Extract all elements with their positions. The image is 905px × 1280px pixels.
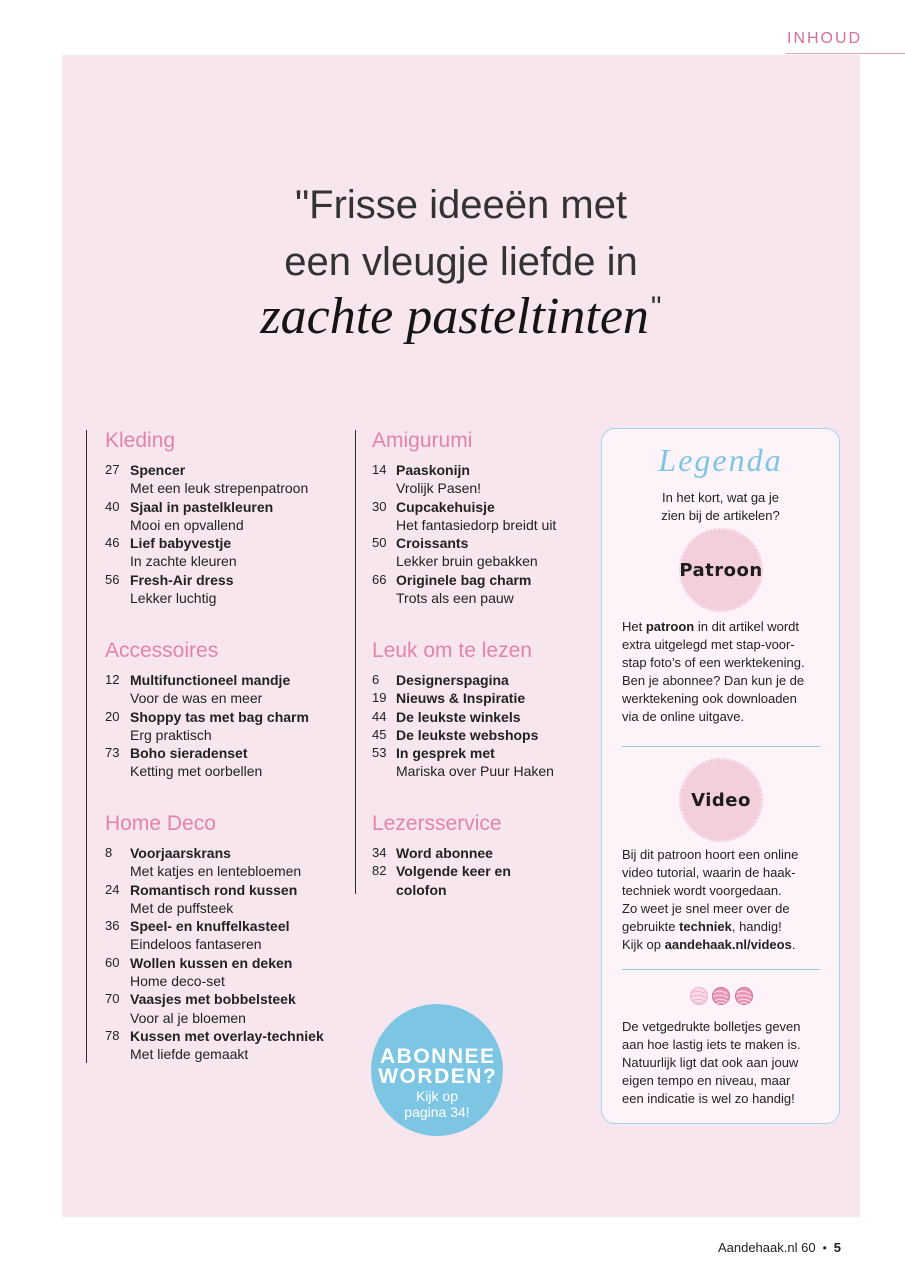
text-line: via de online uitgave. bbox=[622, 709, 745, 724]
toc-item-title: Cupcakehuisje bbox=[396, 498, 495, 515]
toc-section-kleding bbox=[105, 428, 308, 607]
toc-item-text bbox=[130, 954, 292, 991]
text-segment: , handig! bbox=[731, 919, 782, 934]
bold-term: aandehaak.nl/videos bbox=[664, 937, 792, 952]
toc-page-number: 40 bbox=[105, 498, 120, 514]
text-line: extra uitgelegd met stap-voor- bbox=[622, 637, 795, 652]
toc-page-number: 6 bbox=[372, 672, 380, 687]
toc-item-subtitle: Home deco-set bbox=[130, 973, 225, 990]
toc-item-title: Shoppy tas met bag charm bbox=[130, 708, 309, 725]
text-line: Bij dit patroon hoort een online bbox=[622, 847, 799, 862]
text-line: eigen tempo en niveau, maar bbox=[622, 1073, 791, 1088]
toc-item-text bbox=[396, 571, 531, 608]
toc-page-number: 78 bbox=[105, 1027, 120, 1043]
toc-item-subtitle: Voor de was en meer bbox=[130, 690, 263, 707]
toc-section-leuk-om-te-lezen bbox=[372, 638, 554, 781]
text-line bbox=[622, 936, 798, 954]
toc-page-number: 46 bbox=[105, 535, 120, 551]
toc-page-number: 82 bbox=[372, 863, 387, 879]
column-rule-middle bbox=[355, 430, 356, 894]
toc-item-title: Croissants bbox=[396, 535, 469, 552]
subscribe-badge-line-3: Kijk op bbox=[415, 1088, 459, 1104]
toc-item-text bbox=[130, 498, 273, 535]
toc-item-subtitle: Lekker luchtig bbox=[130, 590, 217, 607]
toc-section-home-deco bbox=[105, 811, 324, 1064]
toc-item-subtitle: Ketting met oorbellen bbox=[130, 763, 263, 780]
toc-item-text bbox=[130, 708, 309, 745]
toc-item-subtitle: Met katjes en lentebloemen bbox=[130, 863, 302, 880]
text-line: Zo weet je snel meer over de bbox=[622, 901, 790, 916]
toc-item-text bbox=[130, 881, 297, 918]
toc-page-number: 30 bbox=[372, 498, 387, 514]
quote-line-1: "Frisse ideeën met bbox=[294, 183, 628, 227]
toc-item bbox=[105, 708, 309, 745]
toc-item-subtitle: Vrolijk Pasen! bbox=[396, 480, 482, 497]
toc-section-heading: Amigurumi bbox=[372, 429, 473, 452]
toc-item-title: Speel- en knuffelkasteel bbox=[130, 918, 290, 935]
toc-item bbox=[372, 534, 556, 571]
text-segment: Kijk op bbox=[622, 937, 665, 952]
toc-item-subtitle: Het fantasiedorp breidt uit bbox=[396, 516, 557, 533]
toc-item-title: Wollen kussen en deken bbox=[130, 954, 293, 971]
toc-item-title: In gesprek met bbox=[396, 745, 495, 762]
toc-page-number: 8 bbox=[105, 845, 113, 860]
text-line: video tutorial, waarin de haak- bbox=[622, 865, 796, 880]
toc-item-subtitle: Trots als een pauw bbox=[396, 590, 514, 607]
legend-intro bbox=[602, 489, 839, 525]
text-line: een indicatie is wel zo handig! bbox=[622, 1091, 795, 1106]
toc-item-title: Originele bag charm bbox=[396, 571, 532, 588]
toc-item bbox=[372, 726, 554, 744]
subscribe-badge-line-2: WORDEN? bbox=[378, 1065, 498, 1088]
toc-item bbox=[105, 990, 324, 1027]
legend-title: Legenda bbox=[658, 442, 783, 478]
toc-item-subtitle: Met een leuk strepenpatroon bbox=[130, 480, 309, 497]
toc-item-text bbox=[396, 708, 521, 726]
toc-page-number: 50 bbox=[372, 535, 387, 551]
toc-item-title: Boho sieradenset bbox=[130, 745, 248, 762]
toc-item-text bbox=[396, 744, 554, 781]
legend-divider bbox=[622, 746, 820, 747]
toc-item bbox=[105, 881, 324, 918]
text-line: Ben je abonnee? Dan kun je de bbox=[622, 673, 805, 688]
toc-item-text bbox=[396, 534, 538, 571]
toc-page-number: 53 bbox=[372, 745, 387, 761]
text-line bbox=[622, 618, 805, 636]
toc-item-text bbox=[130, 671, 290, 708]
toc-item-subtitle: Lekker bruin gebakken bbox=[396, 553, 538, 570]
toc-item-title: Vaasjes met bobbelsteek bbox=[130, 991, 296, 1008]
toc-item-text bbox=[396, 844, 493, 862]
yarn-ball-dark-icon bbox=[713, 988, 730, 1005]
toc-item-title: Sjaal in pastelkleuren bbox=[130, 498, 274, 515]
toc-item bbox=[105, 917, 324, 954]
toc-item bbox=[105, 844, 324, 881]
toc-item-text bbox=[130, 990, 296, 1027]
difficulty-yarn-icons bbox=[689, 986, 755, 1006]
toc-item bbox=[372, 862, 511, 899]
toc-item bbox=[105, 498, 308, 535]
toc-item-title: Fresh-Air dress bbox=[130, 571, 234, 588]
toc-item bbox=[105, 671, 309, 708]
toc-page-number: 20 bbox=[105, 708, 120, 724]
toc-item bbox=[372, 689, 554, 707]
subscribe-badge-line-4: pagina 34! bbox=[404, 1104, 470, 1120]
toc-item bbox=[105, 954, 324, 991]
toc-section-heading: Home Deco bbox=[105, 812, 216, 835]
toc-item-text bbox=[396, 726, 538, 744]
toc-item-title: Paaskonijn bbox=[396, 462, 470, 478]
toc-item-text bbox=[130, 534, 237, 571]
text-line: aan hoe lastig iets te maken is. bbox=[622, 1037, 801, 1052]
text-line bbox=[622, 918, 798, 936]
quote-script-text: zachte pasteltinten bbox=[260, 288, 649, 345]
subscribe-badge-line-1: ABONNEE bbox=[379, 1045, 496, 1068]
page-footer bbox=[718, 1239, 841, 1257]
subscribe-badge bbox=[371, 1004, 503, 1136]
quote-close-mark: " bbox=[650, 291, 662, 324]
toc-item-title: Designerspagina bbox=[396, 672, 509, 688]
toc-page-number: 66 bbox=[372, 571, 387, 587]
toc-item-subtitle: Eindeloos fantaseren bbox=[130, 936, 262, 953]
yarn-ball-light-icon bbox=[691, 988, 708, 1005]
toc-page-number: 45 bbox=[372, 726, 387, 742]
toc-item-subtitle: Met liefde gemaakt bbox=[130, 1046, 249, 1063]
text-segment: in dit artikel wordt bbox=[694, 619, 799, 634]
toc-section-heading: Kleding bbox=[105, 429, 176, 452]
toc-page-number: 73 bbox=[105, 745, 120, 761]
toc-page-number: 60 bbox=[105, 954, 120, 970]
toc-item-title: Volgende keer en bbox=[396, 863, 511, 880]
toc-item-subtitle: Mariska over Puur Haken bbox=[396, 763, 554, 780]
toc-item-text bbox=[130, 917, 290, 954]
toc-section-amigurumi bbox=[372, 428, 556, 607]
video-badge: Video bbox=[679, 758, 763, 842]
toc-item bbox=[372, 708, 554, 726]
toc-item bbox=[372, 571, 556, 608]
patroon-description bbox=[622, 618, 805, 726]
toc-item bbox=[372, 461, 556, 498]
quote-line-3 bbox=[62, 287, 860, 359]
section-label: INHOUD bbox=[787, 30, 863, 47]
text-line: Natuurlijk ligt dat ook aan jouw bbox=[622, 1055, 799, 1070]
text-line: In het kort, wat ga je bbox=[661, 490, 780, 505]
toc-section-heading: Lezersservice bbox=[372, 812, 502, 835]
patroon-badge: Patroon bbox=[679, 528, 763, 612]
toc-item-text bbox=[130, 1027, 324, 1064]
toc-item-title-continued: colofon bbox=[396, 881, 447, 898]
toc-item-text bbox=[396, 862, 511, 899]
toc-section-lezersservice bbox=[372, 811, 511, 899]
video-description bbox=[622, 846, 798, 954]
toc-section-accessoires bbox=[105, 638, 309, 781]
toc-item-title: Nieuws & Inspiratie bbox=[396, 690, 526, 707]
toc-section-heading: Accessoires bbox=[105, 639, 219, 662]
toc-item-subtitle: Mooi en opvallend bbox=[130, 516, 244, 533]
toc-item-title: De leukste winkels bbox=[396, 708, 521, 725]
toc-item-title: Lief babyvestje bbox=[130, 535, 232, 552]
toc-item-text bbox=[396, 689, 525, 707]
page-number: 5 bbox=[833, 1240, 841, 1255]
toc-page-number: 70 bbox=[105, 991, 120, 1007]
text-line: zien bij de artikelen? bbox=[661, 508, 780, 523]
toc-page-number: 24 bbox=[105, 881, 120, 897]
text-line: stap foto’s of een werktekening. bbox=[622, 655, 805, 670]
toc-item-title: Voorjaarskrans bbox=[130, 845, 231, 861]
bold-term: patroon bbox=[645, 619, 695, 634]
toc-page-number: 44 bbox=[372, 708, 387, 724]
toc-item-title: Word abonnee bbox=[396, 845, 493, 861]
text-line: De vetgedrukte bolletjes geven bbox=[622, 1019, 801, 1034]
toc-page-number: 19 bbox=[372, 690, 387, 706]
toc-page-number: 56 bbox=[105, 571, 120, 587]
toc-item-text bbox=[396, 498, 556, 535]
legend-box bbox=[601, 428, 840, 1124]
toc-item-text bbox=[396, 461, 481, 498]
toc-item-subtitle: Met de puffsteek bbox=[130, 899, 234, 916]
toc-item bbox=[372, 844, 511, 862]
toc-item bbox=[105, 744, 309, 781]
yarn-ball-dark-icon bbox=[736, 988, 753, 1005]
toc-page-number: 12 bbox=[105, 672, 120, 687]
toc-item-text bbox=[130, 844, 301, 881]
difficulty-description bbox=[622, 1018, 801, 1108]
text-segment: . bbox=[791, 937, 796, 952]
column-rule-left bbox=[86, 430, 87, 1063]
toc-item-subtitle: Voor al je bloemen bbox=[130, 1009, 246, 1026]
toc-item bbox=[105, 1027, 324, 1064]
toc-item bbox=[372, 498, 556, 535]
toc-item bbox=[105, 461, 308, 498]
bold-term: techniek bbox=[679, 919, 732, 934]
footer-separator: • bbox=[822, 1241, 827, 1255]
toc-page-number: 27 bbox=[105, 462, 120, 477]
text-segment: gebruikte bbox=[622, 919, 680, 934]
publication-name: Aandehaak.nl 60 bbox=[717, 1240, 816, 1255]
toc-item-title: Spencer bbox=[130, 462, 186, 478]
toc-item bbox=[372, 744, 554, 781]
section-rule bbox=[786, 53, 905, 54]
text-line: techniek wordt voorgedaan. bbox=[622, 883, 782, 898]
text-segment: Het bbox=[622, 619, 646, 634]
toc-page-number: 36 bbox=[105, 918, 120, 934]
toc-item-title: De leukste webshops bbox=[396, 726, 539, 743]
quote-line-2: een vleugje liefde in bbox=[284, 240, 638, 284]
toc-item-title: Multifunctioneel mandje bbox=[130, 672, 291, 688]
legend-divider bbox=[622, 969, 820, 970]
toc-page-number: 14 bbox=[372, 462, 387, 477]
toc-item-text bbox=[130, 571, 233, 608]
toc-item-subtitle: In zachte kleuren bbox=[130, 553, 237, 570]
toc-item-text bbox=[130, 744, 262, 781]
toc-item-text bbox=[396, 671, 509, 689]
toc-item bbox=[105, 534, 308, 571]
toc-item-subtitle: Erg praktisch bbox=[130, 726, 212, 743]
toc-item-title: Romantisch rond kussen bbox=[130, 881, 298, 898]
toc-item-title: Kussen met overlay-techniek bbox=[130, 1027, 324, 1044]
toc-page-number: 34 bbox=[372, 845, 387, 860]
toc-item bbox=[372, 671, 554, 689]
toc-section-heading: Leuk om te lezen bbox=[372, 639, 532, 662]
text-line: werktekening ook downloaden bbox=[622, 691, 797, 706]
toc-item-text bbox=[130, 461, 308, 498]
toc-item bbox=[105, 571, 308, 608]
